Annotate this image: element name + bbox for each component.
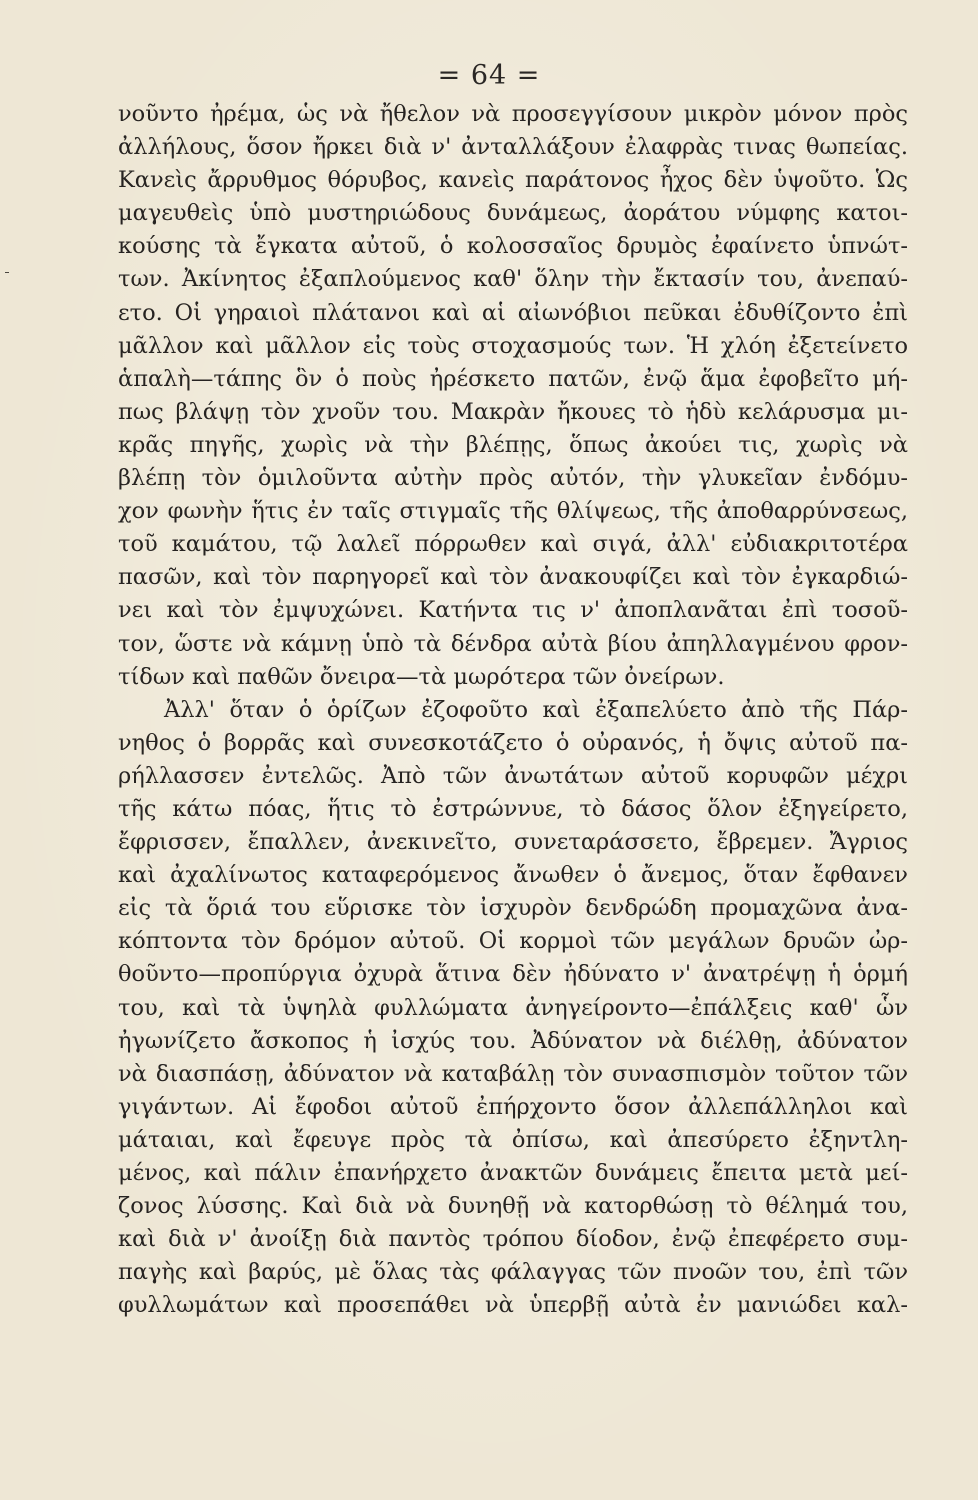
text-line: πασῶν, καὶ τὸν παρηγορεῖ καὶ τὸν ἀνακουφίζει καὶ τὸν ἐγκαρδιώ- (118, 564, 908, 591)
text-line: νηθος ὁ βορρᾶς καὶ συνεσκοτάζετο ὁ οὐρανός, ἡ ὄψις αὐτοῦ πα- (118, 729, 908, 756)
text-line: νοῦντο ἠρέμα, ὡς νὰ ἤθελον νὰ προσεγγίσουν μικρὸν μόνον πρὸς (118, 101, 908, 127)
text-line: καὶ διὰ ν' ἀνοίξῃ διὰ παντὸς τρόπου δίοδον, ἐνῷ ἐπεφέρετο συμ- (118, 1226, 908, 1253)
text-line: φυλλωμάτων καὶ προσεπάθει νὰ ὑπερβῇ αὐτὰ ἐν μανιώδει καλ- (118, 1292, 908, 1319)
text-line: ἁπαλὴ—τάπης ὃν ὁ ποὺς ἠρέσκετο πατῶν, ἐνῷ ἅμα ἐφοβεῖτο μή- (118, 365, 908, 392)
text-line: νὰ διασπάσῃ, ἀδύνατον νὰ καταβάλῃ τὸν συνασπισμὸν τοῦτον τῶν (118, 1060, 908, 1087)
margin-mark (5, 272, 9, 273)
text-line: ρήλλασσεν ἐντελῶς. Ἀπὸ τῶν ἀνωτάτων αὐτοῦ κορυφῶν μέχρι (118, 762, 908, 789)
text-line: χον φωνὴν ἥτις ἐν ταῖς στιγμαῖς τῆς θλίψεως, τῆς ἀποθαρρύνσεως, (118, 498, 908, 525)
text-line: τίδων καὶ παθῶν ὄνειρα—τὰ μωρότερα τῶν ὀνείρων. (118, 663, 725, 690)
text-line: Ἀλλ' ὅταν ὁ ὁρίζων ἐζοφοῦτο καὶ ἐξαπελύετο ἀπὸ τῆς Πάρ- (164, 696, 908, 723)
text-line: εἰς τὰ ὅριά του εὕρισκε τὸν ἰσχυρὸν δενδρώδη προμαχῶνα ἀνα- (118, 895, 908, 922)
text-line: μαγευθεὶς ὑπὸ μυστηριώδους δυνάμεως, ἀοράτου νύμφης κατοι- (118, 200, 908, 227)
text-line: ζονος λύσσης. Καὶ διὰ νὰ δυνηθῇ νὰ κατορθώσῃ τὸ θέλημά του, (118, 1193, 908, 1220)
text-line: μένος, καὶ πάλιν ἐπανήρχετο ἀνακτῶν δυνάμεις ἔπειτα μετὰ μεί- (118, 1160, 908, 1186)
page-number: = 64 = (437, 60, 541, 91)
text-line: πως βλάψῃ τὸν χνοῦν του. Μακρὰν ἤκουες τὸ ἡδὺ κελάρυσμα μι- (118, 398, 908, 425)
text-line: ετο. Οἱ γηραιοὶ πλάτανοι καὶ αἱ αἰωνόβιοι πεῦκαι ἐδυθίζοντο ἐπὶ (118, 299, 908, 326)
text-line: των. Ἀκίνητος ἐξαπλούμενος καθ' ὅλην τὴν ἔκτασίν του, ἀνεπαύ- (118, 266, 908, 293)
text-line: κούσης τὰ ἔγκατα αὐτοῦ, ὁ κολοσσαῖος δρυμὸς ἐφαίνετο ὑπνώτ- (118, 233, 908, 260)
paragraph-2 (118, 694, 908, 1323)
text-line: παγὴς καὶ βαρύς, μὲ ὅλας τὰς φάλαγγας τῶν πνοῶν του, ἐπὶ τῶν (118, 1259, 908, 1286)
text-line: κόπτοντα τὸν δρόμον αὐτοῦ. Οἱ κορμοὶ τῶν μεγάλων δρυῶν ὠρ- (118, 928, 908, 955)
text-line: μᾶλλον καὶ μᾶλλον εἰς τοὺς στοχασμούς των. Ἡ χλόη ἐξετείνετο (118, 332, 908, 359)
text-line: μάταιαι, καὶ ἔφευγε πρὸς τὰ ὀπίσω, καὶ ἀπεσύρετο ἐξηντλη- (118, 1126, 908, 1153)
text-line: γιγάντων. Αἱ ἔφοδοι αὐτοῦ ἐπήρχοντο ὅσον ἀλλεπάλληλοι καὶ (118, 1093, 908, 1120)
text-line: κρᾶς πηγῆς, χωρὶς νὰ τὴν βλέπῃς, ὅπως ἀκούει τις, χωρὶς νὰ (118, 431, 908, 458)
body-text (118, 98, 908, 1322)
text-line: ἀλλήλους, ὅσον ἤρκει διὰ ν' ἀνταλλάξουν ἐλαφρὰς τινας θωπείας. (118, 134, 908, 161)
text-line: τον, ὥστε νὰ κάμνῃ ὑπὸ τὰ δένδρα αὐτὰ βίου ἀπηλλαγμένου φρον- (118, 630, 908, 657)
text-line: τῆς κάτω πόας, ἥτις τὸ ἐστρώννυε, τὸ δάσος ὅλον ἐξηγείρετο, (118, 795, 908, 822)
paragraph-1 (118, 98, 908, 694)
text-line: νει καὶ τὸν ἐμψυχώνει. Κατήντα τις ν' ἀποπλανᾶται ἐπὶ τοσοῦ- (118, 597, 908, 624)
text-line: θοῦντο—προπύργια ὀχυρὰ ἅτινα δὲν ἠδύνατο ν' ἀνατρέψῃ ἡ ὁρμή (118, 961, 908, 988)
text-line: ἠγωνίζετο ἄσκοπος ἡ ἰσχύς του. Ἀδύνατον νὰ διέλθῃ, ἀδύνατον (118, 1027, 908, 1054)
text-line: Κανεὶς ἄρρυθμος θόρυβος, κανεὶς παράτονος ἦχος δὲν ὑψοῦτο. Ὡς (118, 167, 908, 194)
text-line: τοῦ καμάτου, τῷ λαλεῖ πόρρωθεν καὶ σιγά, ἀλλ' εὐδιακριτοτέρα (118, 531, 908, 558)
text-line: καὶ ἀχαλίνωτος καταφερόμενος ἄνωθεν ὁ ἄνεμος, ὅταν ἔφθανεν (118, 862, 908, 889)
text-line: του, καὶ τὰ ὑψηλὰ φυλλώματα ἀνηγείροντο—ἐπάλξεις καθ' ὧν (118, 994, 908, 1021)
text-line: βλέπῃ τὸν ὁμιλοῦντα αὐτὴν πρὸς αὐτόν, τὴν γλυκεῖαν ἐνδόμυ- (118, 465, 908, 492)
text-line: ἔφρισσεν, ἔπαλλεν, ἀνεκινεῖτο, συνεταράσσετο, ἔβρεμεν. Ἄγριος (118, 829, 908, 856)
